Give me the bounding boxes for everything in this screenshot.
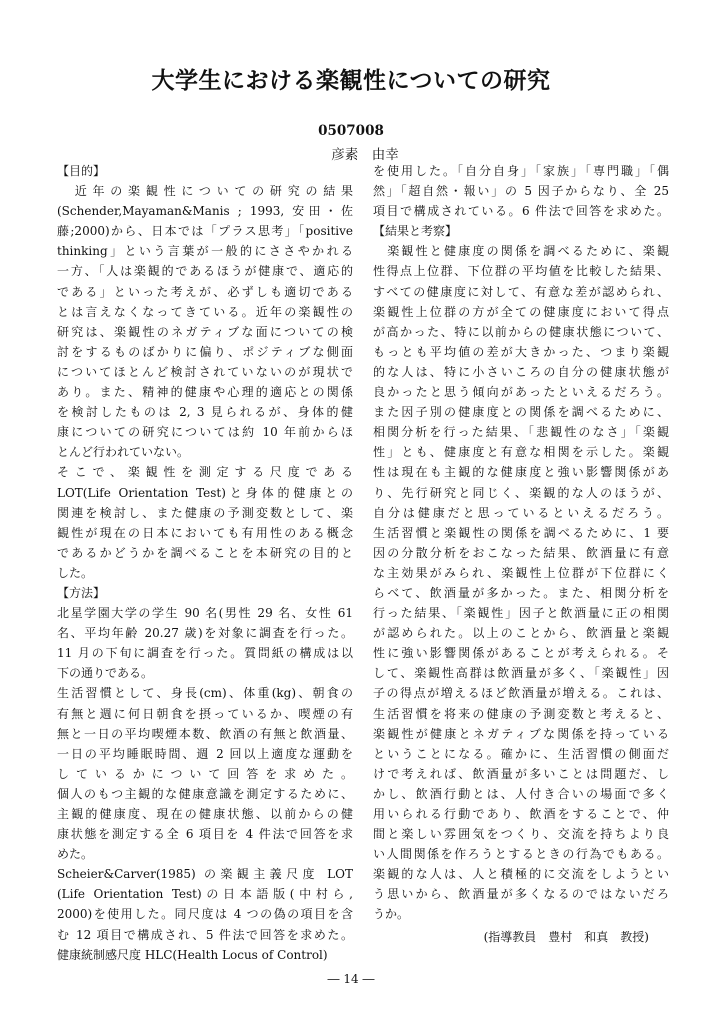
text-line: 健康統制感尺度 HLC(Health Locus of Control) [57,947,328,962]
text-line: についてほとんど検討されていないのが現状で [57,364,353,379]
text-line: が高かった、特に以前からの健康状態について、 [373,324,669,339]
text-line: を使用した。「自分自身」「家族」「専門職」「偶 [373,164,669,178]
text-line: ということになる。確かに、生活習慣の側面だ [373,746,669,761]
text-line: 楽観性上位群の方が全ての健康度において得点 [373,304,669,319]
text-line: うか。 [373,907,410,922]
text-line: そこで、楽観性を測定する尺度である [57,465,353,480]
text-line: しているかについて回答を求めた。 [57,766,353,781]
text-line: 関連を検討し、また健康の予測変数として、楽 [57,505,353,520]
left-column [57,161,353,965]
text-line: あり。また、精神的健康や心理的適応との関係 [57,385,353,400]
text-line: 因の分散分析をおこなった結果、飲酒量に有意 [373,545,669,560]
text-line: 生活習慣と楽観性の関係を調べるために、1 要 [373,525,669,540]
text-line: とんど行われていない。 [57,445,190,460]
text-line: 康状態を測定する全 6 項目を 4 件法で回答を求 [57,827,353,842]
text-line: LOT(Life Orientation Test)と身体的健康との [57,485,353,500]
text-line: 性に強い影響関係があることが考えられる。そ [373,646,669,661]
text-line: もっとも平均値の差が大きかった、つまり楽観 [373,344,669,359]
text-line: 観性が現在の日本においても有用性のある概念 [57,525,353,540]
text-line: が認められた。以上のことから、飲酒量と楽観 [373,626,669,641]
text-line: 項目で構成されている。6 件法で回答を求めた。 [373,204,669,219]
text-line: 藤;2000)から、日本では「プラス思考」「positive [57,224,353,239]
text-line: 康についての研究については約 10 年前からほ [57,425,353,440]
text-line: む 12 項目で構成され、5 件法で回答を求めた。 [57,927,353,942]
text-line: 性は現在も主観的な健康度と強い影響関係があ [373,465,669,480]
text-line: 討をするものばかりに偏り、ポジティブな側面 [57,344,353,359]
text-line: かし、飲酒行動とは、人付き合いの場面で多く [373,786,669,801]
text-line: 的な人は、特に小さいころの自分の健康状態が [373,364,669,379]
text-line: 無と一日の平均喫煙本数、飲酒の有無と飲酒量、 [57,726,353,741]
text-line: とは言えなくなってきている。近年の楽観性の [57,304,353,319]
right-column [373,161,669,947]
text-line: う思いから、飲酒量が多くなるのではないだろ [373,887,669,902]
author-name: 彦素 由幸 [331,147,399,163]
text-line: 楽観性と健康度の関係を調べるために、楽観 [373,244,669,259]
text-line: すべての健康度に対して、有意な差が認められ、 [373,284,669,299]
text-line: (Schender,Mayaman&Manis ; 1993, 安田・佐 [57,204,353,219]
text-line: 楽観性が健康とネガティブな関係を持っている [373,726,669,741]
text-line: また因子別の健康度との関係を調べるために、 [373,405,669,420]
text-line: り、先行研究と同じく、楽観的な人のほうが、 [373,485,669,500]
text-line: 子の得点が増えるほど飲酒量が増える。これは、 [373,686,669,701]
text-line: 名、平均年齢 20.27 歳)を対象に調査を行った。 [57,626,353,641]
text-line: 有無と週に何日朝食を摂っているか、喫煙の有 [57,706,353,721]
text-line: 【方法】 [57,585,106,600]
text-line: を検討したものは 2, 3 見られるが、身体的健 [57,405,353,420]
text-line: 研究は、楽観性のネガティブな面についての検 [57,324,353,339]
text-line: 用いられる行動であり、飲酒をすることで、仲 [373,807,669,821]
text-line: thinking」という言葉が一般的にささやかれる [57,244,353,259]
text-line: 【目的】 [57,164,106,178]
paper-title: 大学生における楽観性についての研究 [151,68,551,94]
text-line: 間と楽しい雰囲気をつくり、交流を持ちより良 [373,827,669,842]
text-line: 個人のもつ主観的な健康意識を測定するために、 [57,786,353,801]
student-id: 0507008 [318,123,384,139]
text-line: 生活習慣として、身長(cm)、体重(kg)、朝食の [57,686,353,701]
text-line: 生活習慣を将来の健康の予測変数と考えると、 [373,706,669,721]
text-line: (Life Orientation Test)の日本語版(中村ら, [57,887,353,902]
text-line: である」といった考えが、必ずしも適切である [57,284,353,299]
text-line: めた。 [57,847,94,862]
text-line: 行った結果、「楽観性」因子と飲酒量に正の相関 [373,606,669,621]
text-line: 近年の楽観性についての研究の結果 [57,184,353,199]
text-line: 11 月の下旬に調査を行った。質問紙の構成は以 [57,646,353,661]
text-line: らべて、飲酒量が多かった。また、相関分析を [373,585,669,600]
text-line: 主観的健康度、現在の健康状態、以前からの健 [57,807,353,821]
text-line: 2000)を使用した。同尺度は 4 つの偽の項目を含 [57,907,353,922]
text-line: 北星学園大学の学生 90 名(男性 29 名、女性 61 [57,606,353,621]
text-line: 自分は健康だと思っているといえるだろう。 [373,505,669,520]
text-line: な主効果がみられ、楽観性上位群が下位群にく [373,565,669,580]
text-line: けで考えれば、飲酒量が多いことは問題だ、し [373,766,669,781]
text-line: した。 [57,565,94,580]
text-line: 下の通りである。 [57,666,154,681]
text-line: 性」とも、健康度と有意な相関を示した。楽観 [373,445,669,460]
text-line: して、楽観性高群は飲酒量が多く、「楽観性」因 [373,666,669,681]
text-line: 一日の平均睡眠時間、週 2 回以上適度な運動を [57,746,353,761]
text-line: であるかどうかを調べることを本研究の目的と [57,545,353,560]
text-line: 相関分析を行った結果、「悲観性のなさ」「楽観 [373,425,669,440]
advisor-credit: (指導教員 豊村 和真 教授) [483,929,649,944]
text-line: Scheier&Carver(1985) の楽観主義尺度 LOT [57,867,353,882]
text-line: 楽観的な人は、人と積極的に交流をしようとい [373,867,669,882]
text-line: 性得点上位群、下位群の平均値を比較した結果、 [373,264,669,279]
text-line: 一方、「人は楽観的であるほうが健康で、適応的 [57,264,353,279]
page-number: ― 14 ― [327,972,375,986]
text-line: 良かったと思う傾向があったといえるだろう。 [373,385,669,400]
text-line: 然」「超自然・報い」の 5 因子からなり、全 25 [373,184,669,199]
text-line: 【結果と考察】 [373,224,458,239]
text-line: い人間関係を作ろうとするときの行為でもある。 [373,847,669,862]
